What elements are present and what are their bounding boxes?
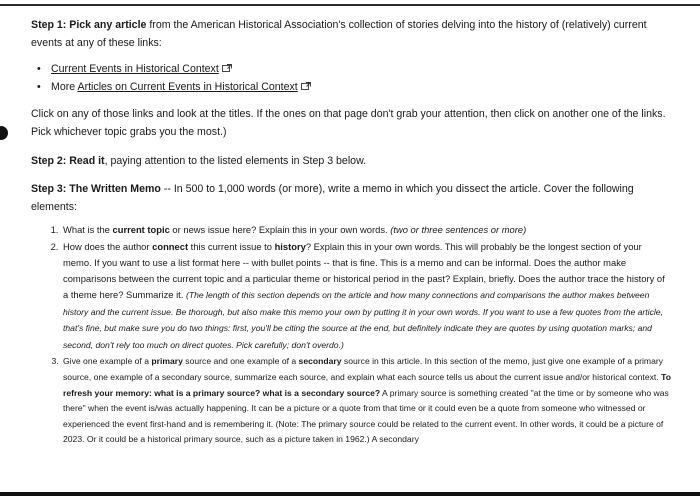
top-border <box>0 4 700 6</box>
current-events-link[interactable]: Current Events in Historical Context <box>51 63 219 75</box>
list-item: 3. Give one example of a primary source and one example of a secondary source in this article. In this section of the memo, just give one example of a primary source, one example of a secondary source, summarize each source, and explain what each source tells us about the current issue and/or historical context. To refresh your memory: what is a primary source? what is a secondary source? A primary source is something created "at the time or by someone who was there" when the event is/was actually happening. It can be a picture or a quote from that time or it could even be a quote from someone who witnessed or experienced the event first-hand and is remembering it. (Note: The primary source could be related to the current event. In other words, it could be a picture of 2023. Or it could be a historical primary source, such as a picture taken in 1962.) A secondary <box>61 354 671 448</box>
step2-heading: Step 2: Read it <box>31 155 105 167</box>
instructions-paragraph: Click on any of those links and look at the titles. If the ones on that page don't grab your attention, then click on another one of the links. Pick whichever topic grabs you the most.) <box>31 108 666 138</box>
links-list <box>35 60 671 96</box>
step3-heading: Step 3: The Written Memo <box>31 183 161 195</box>
step2-paragraph <box>31 152 671 170</box>
external-link-icon <box>301 82 311 91</box>
list-item: 1. What is the current topic or news issue here? Explain this in your own words. (two or three sentences or more) <box>61 222 671 238</box>
step1-text: from the American Historical Association's collection of stories delving into the history of (relatively) current events at any of these links: <box>31 19 647 49</box>
step3-paragraph <box>31 180 671 216</box>
assignment-document <box>31 16 671 448</box>
step1-heading: Step 1: Pick any article <box>31 19 147 31</box>
external-link-icon <box>222 64 232 73</box>
left-edge-dot <box>0 126 8 140</box>
link-prefix: More <box>51 81 78 93</box>
bottom-border <box>0 492 700 496</box>
list-item: 2. How does the author connect this current issue to history? Explain this in your own words. This will probably be the longest section of your memo. If you want to use a list format here -- with bullet points -- that is fine. This is a memo and can be informal. Does the author make comparisons between the current topic and a particular theme or historical period in the past? Explain, briefly. Does the author trace the history of a theme here? Summarize it. (The length of this section depends on the article and how many connections and comparisons the author makes between history and the current issue. Be thorough, but also make this memo your own by putting it in your own words. If you want to use a few quotes from the article, that's fine, but make sure you do two things: first, you'll be citing the source at the end, but definitely indicate they are quotes by using quotation marks; and second, don't rely too much on direct quotes. Pick carefully; don't overdo.) <box>61 239 671 353</box>
list-item <box>35 60 671 78</box>
step3-text: -- In 500 to 1,000 words (or more), write a memo in which you dissect the article. Cover the following elements: <box>31 183 634 213</box>
step2-text: , paying attention to the listed elements in Step 3 below. <box>104 155 367 167</box>
list-item <box>35 78 671 96</box>
step1-paragraph <box>31 16 671 52</box>
more-articles-link[interactable]: Articles on Current Events in Historical Context <box>77 81 298 93</box>
memo-elements-list <box>31 222 671 448</box>
